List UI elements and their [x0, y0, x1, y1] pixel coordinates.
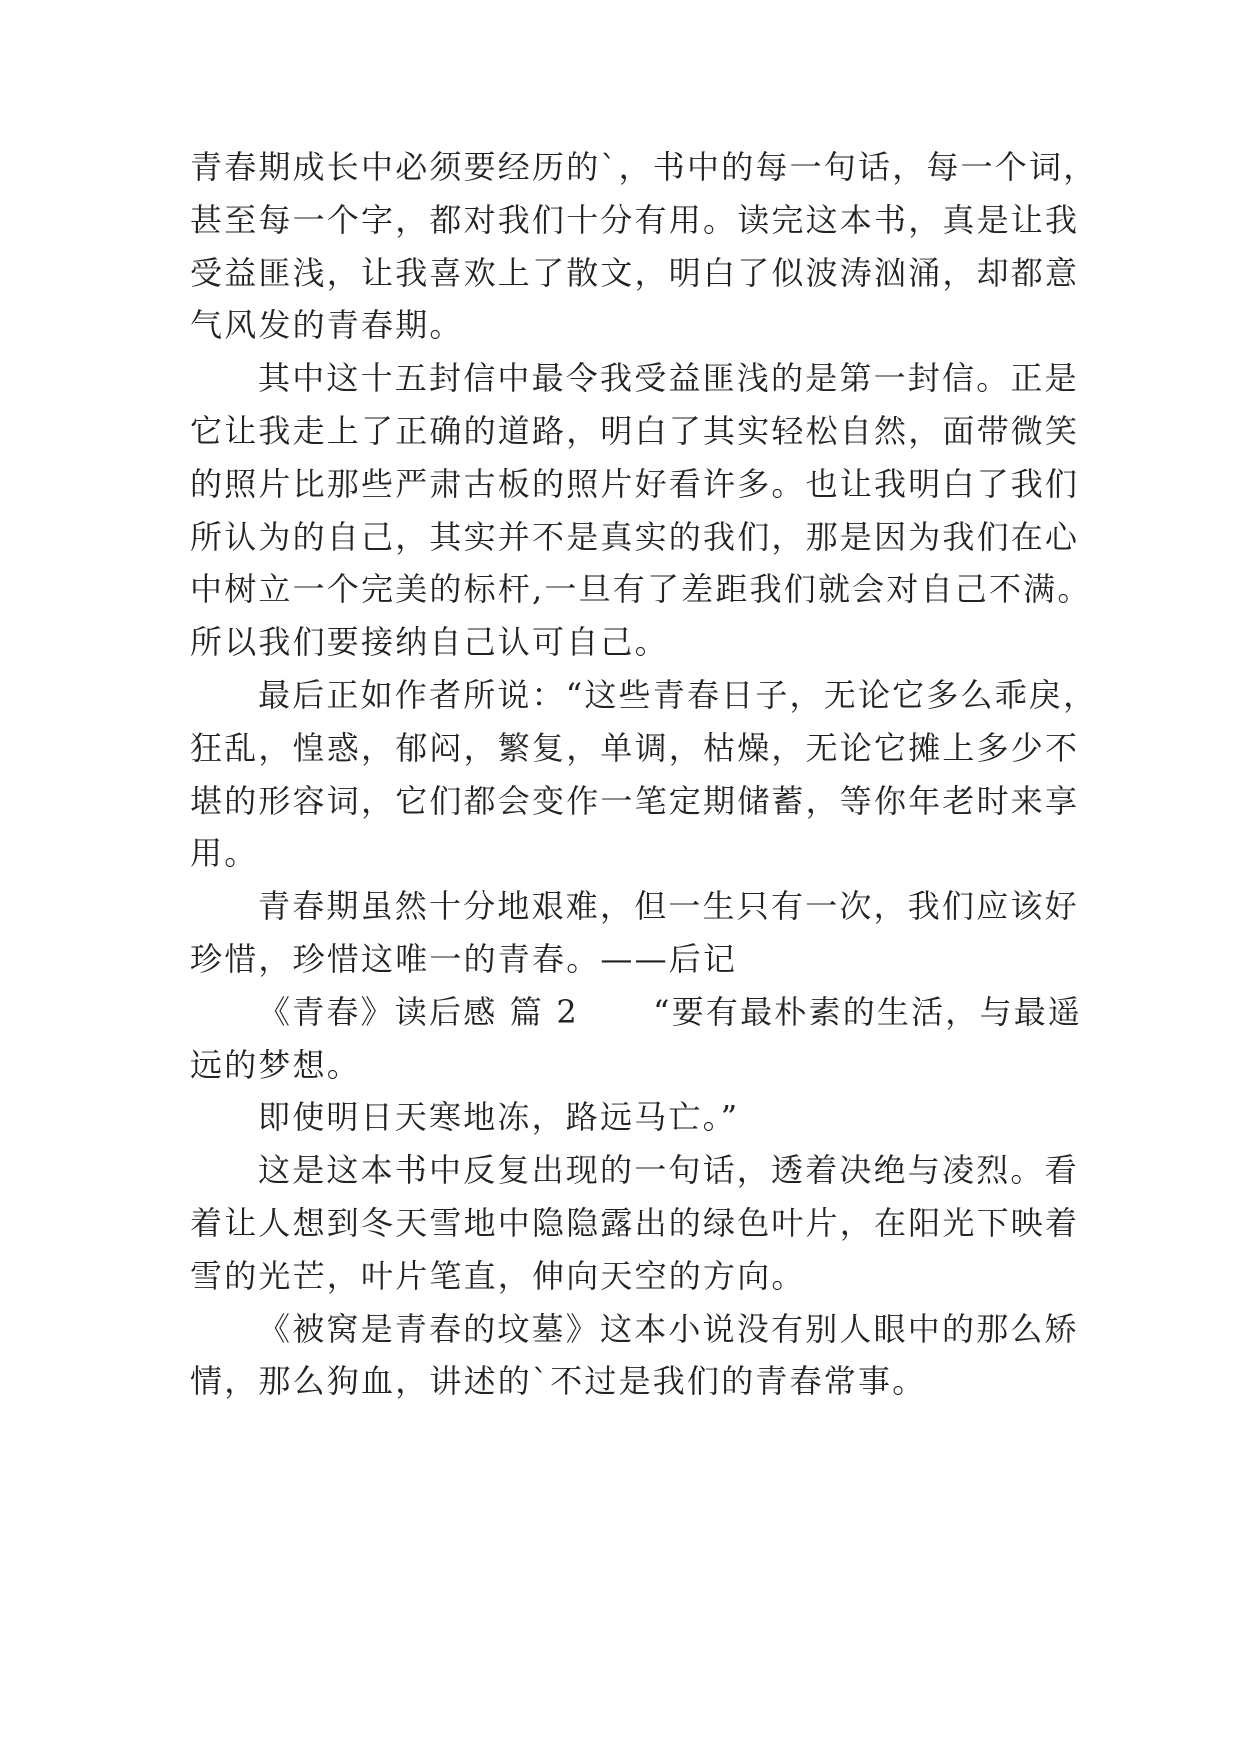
paragraph	[190, 880, 1130, 986]
text-line: 情，那么狗血，讲述的`不过是我们的青春常事。	[190, 1362, 927, 1401]
text-line: 即使明日天寒地冻，路远马亡。”	[258, 1098, 740, 1137]
text-line: 甚至每一个字，都对我们十分有用。读完这本书，真是让我	[190, 200, 1080, 239]
text-line: 所认为的自己，其实并不是真实的我们，那是因为我们在心	[190, 517, 1080, 556]
paragraph	[190, 1091, 1130, 1144]
paragraph	[190, 1144, 1130, 1302]
document-body	[190, 141, 1130, 1408]
text-line: 青春期成长中必须要经历的`，书中的每一句话，每一个词，	[190, 148, 1098, 186]
text-line: 狂乱，惶惑，郁闷，繁复，单调，枯燥，无论它摊上多少不	[190, 728, 1080, 767]
text-line: 这是这本书中反复出现的一句话，透着决绝与凌烈。看	[258, 1151, 1079, 1190]
text-line: 它让我走上了正确的道路，明白了其实轻松自然，面带微笑	[190, 411, 1080, 450]
text-line: 其中这十五封信中最令我受益匪浅的是第一封信。正是	[258, 359, 1079, 398]
text-line: 中树立一个完美的标杆,一旦有了差距我们就会对自己不满。	[190, 570, 1092, 609]
text-line: 《被窝是青春的坟墓》这本小说没有别人眼中的那么矫	[258, 1309, 1079, 1348]
text-line: 《青春》读后感 篇 2 “要有最朴素的生活，与最遥	[258, 992, 1083, 1031]
text-line: 着让人想到冬天雪地中隐隐露出的绿色叶片，在阳光下映着	[190, 1203, 1080, 1242]
paragraph	[190, 1303, 1130, 1409]
paragraph	[190, 141, 1130, 352]
text-line: 的照片比那些严肃古板的照片好看许多。也让我明白了我们	[190, 464, 1080, 503]
text-line: 珍惜，珍惜这唯一的青春。——后记	[190, 939, 738, 978]
paragraph	[190, 986, 1130, 1092]
text-line: 气风发的青春期。	[190, 306, 464, 345]
text-line: 青春期虽然十分地艰难，但一生只有一次，我们应该好	[258, 887, 1079, 926]
text-line: 所以我们要接纳自己认可自己。	[190, 623, 669, 662]
paragraph	[190, 352, 1130, 669]
text-line: 雪的光芒，叶片笔直，伸向天空的方向。	[190, 1256, 806, 1295]
text-line: 堪的形容词，它们都会变作一笔定期储蓄，等你年老时来享	[190, 781, 1080, 820]
text-line: 受益匪浅，让我喜欢上了散文，明白了似波涛汹涌，却都意	[190, 253, 1080, 292]
text-line: 远的梦想。	[190, 1045, 362, 1084]
text-line: 最后正如作者所说：“这些青春日子，无论它多么乖戾，	[258, 675, 1098, 714]
paragraph	[190, 669, 1130, 880]
text-line: 用。	[190, 834, 259, 873]
